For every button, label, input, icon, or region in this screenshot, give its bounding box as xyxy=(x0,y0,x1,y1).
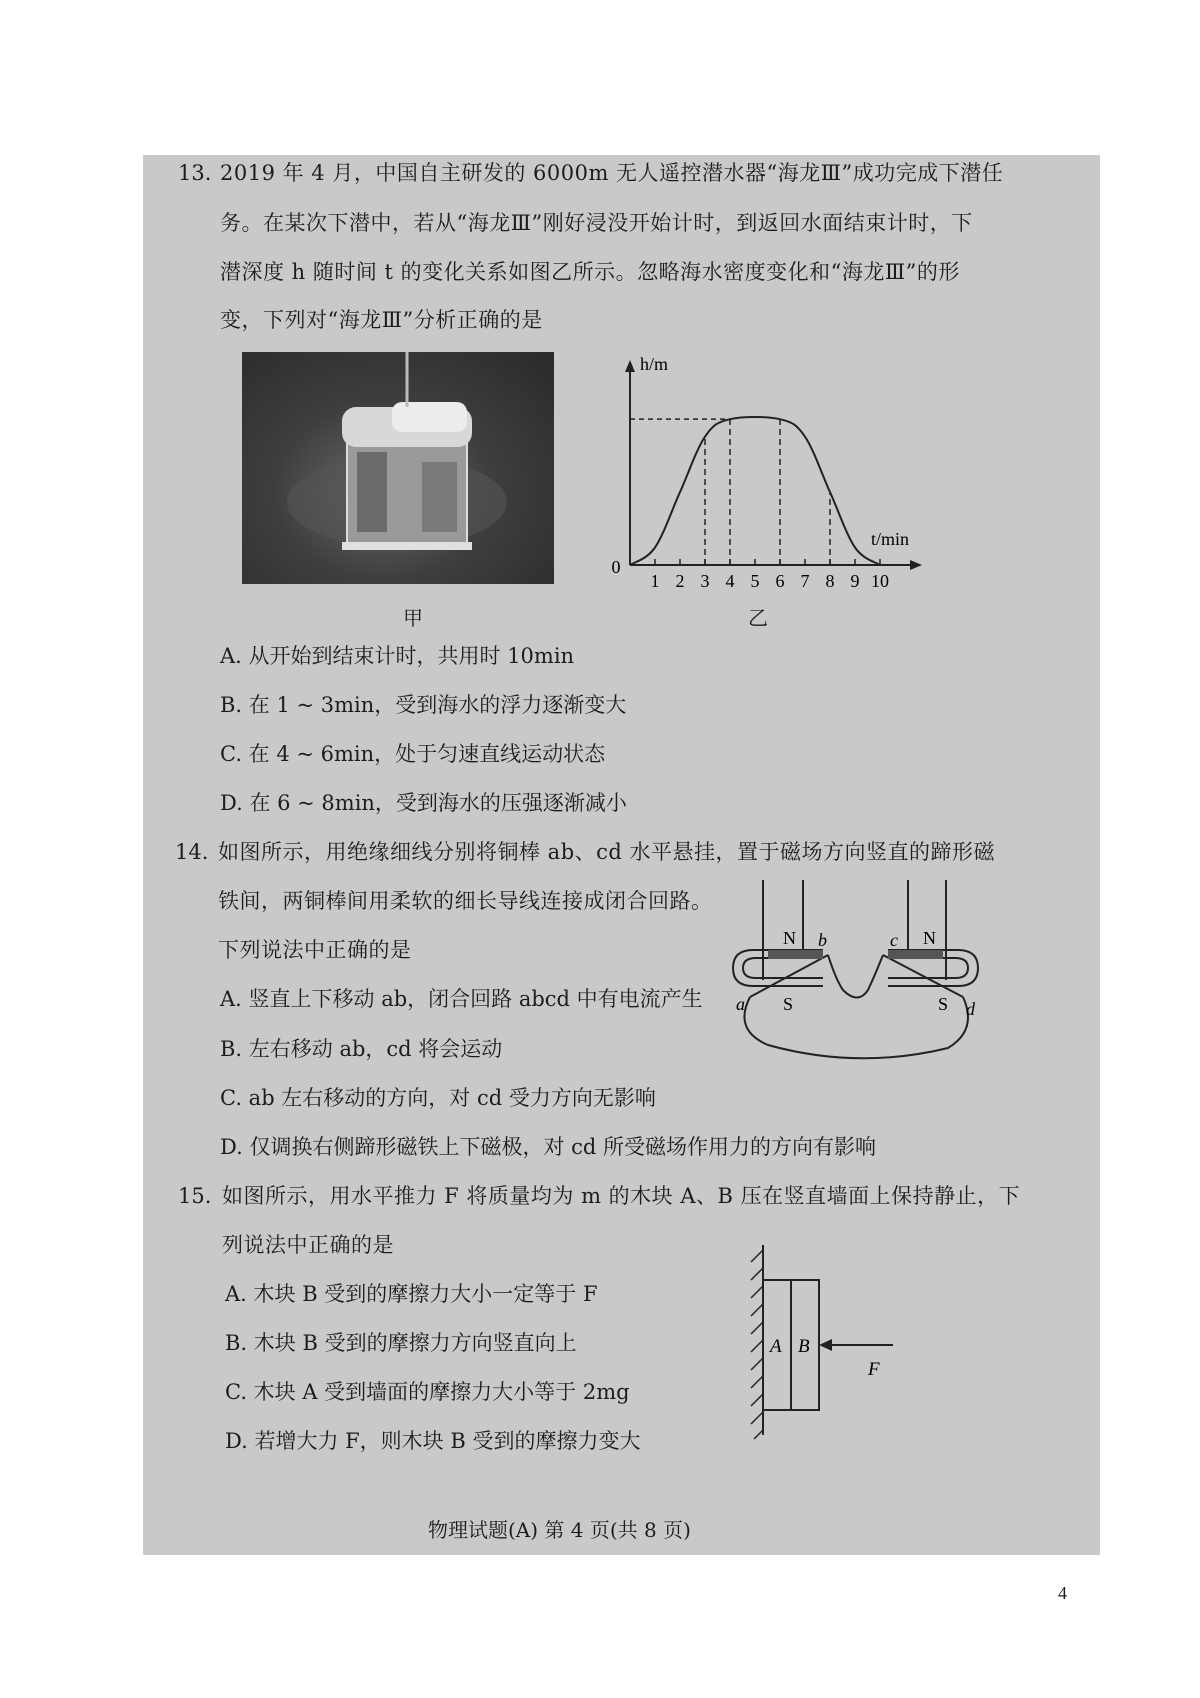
q14-line-1: 如图所示，用绝缘细线分别将铜棒 ab、cd 水平悬挂，置于磁场方向竖直的蹄形磁 xyxy=(218,840,996,864)
label-n-left: N xyxy=(783,928,796,948)
y-axis-label: h/m xyxy=(640,355,669,374)
page-footer: 物理试题(A) 第 4 页(共 8 页) xyxy=(428,1518,691,1542)
submersible-photo xyxy=(242,352,554,584)
x-tick-label: 2 xyxy=(675,571,685,591)
q15-option-b: B. 木块 B 受到的摩擦力方向竖直向上 xyxy=(225,1331,577,1355)
label-d: d xyxy=(966,999,975,1019)
x-tick-label: 1 xyxy=(650,571,660,591)
y-axis-arrow-icon xyxy=(625,360,635,372)
x-axis-arrow-icon xyxy=(910,560,922,570)
q15-line-2: 列说法中正确的是 xyxy=(222,1233,394,1257)
label-n-right: N xyxy=(923,928,936,948)
x-axis-label: t/min xyxy=(870,529,910,549)
q14-option-d: D. 仅调换右侧蹄形磁铁上下磁极，对 cd 所受磁场作用力的方向有影响 xyxy=(220,1135,876,1159)
q13-option-b: B. 在 1 ~ 3min，受到海水的浮力逐渐变大 xyxy=(220,693,627,717)
q13-number: 13. xyxy=(178,161,212,185)
x-tick-label: 4 xyxy=(725,571,735,591)
q15-number: 15. xyxy=(178,1184,212,1208)
label-s-right: S xyxy=(938,994,949,1014)
label-b: b xyxy=(818,930,827,950)
x-tick-label: 5 xyxy=(750,571,760,591)
magnet-rod-diagram xyxy=(728,880,1008,1065)
caption-yi: 乙 xyxy=(748,606,768,630)
wall-blocks-diagram xyxy=(748,1240,908,1440)
origin-label: 0 xyxy=(611,557,621,577)
label-force: F xyxy=(868,1359,880,1380)
q13-option-d: D. 在 6 ~ 8min，受到海水的压强逐渐减小 xyxy=(220,791,627,815)
q14-line-2: 铁间，两铜棒间用柔软的细长导线连接成闭合回路。 xyxy=(218,889,713,913)
page-number: 4 xyxy=(1058,1583,1067,1603)
q15-option-d: D. 若增大力 F，则木块 B 受到的摩擦力变大 xyxy=(225,1429,641,1453)
q13-option-c: C. 在 4 ~ 6min，处于匀速直线运动状态 xyxy=(220,742,606,766)
x-tick-label: 3 xyxy=(700,571,710,591)
x-tick-label: 7 xyxy=(800,571,810,591)
q13-line-1: 2019 年 4 月，中国自主研发的 6000m 无人遥控潜水器“海龙Ⅲ”成功完成下潜任 xyxy=(220,161,1004,185)
depth-time-chart xyxy=(600,355,930,605)
q14-option-a: A. 竖直上下移动 ab，闭合回路 abcd 中有电流产生 xyxy=(220,987,703,1011)
caption-jia: 甲 xyxy=(403,606,423,630)
depth-curve xyxy=(630,417,880,565)
x-tick-label: 6 xyxy=(775,571,785,591)
label-c: c xyxy=(890,930,898,950)
q13-line-4: 变，下列对“海龙Ⅲ”分析正确的是 xyxy=(220,308,543,332)
q15-option-a: A. 木块 B 受到的摩擦力大小一定等于 F xyxy=(225,1282,598,1306)
q14-option-c: C. ab 左右移动的方向，对 cd 受力方向无影响 xyxy=(220,1086,656,1110)
label-block-a: A xyxy=(770,1336,782,1357)
q14-option-b: B. 左右移动 ab，cd 将会运动 xyxy=(220,1037,503,1061)
label-a: a xyxy=(736,994,745,1014)
q15-option-c: C. 木块 A 受到墙面的摩擦力大小等于 2mg xyxy=(225,1380,630,1404)
x-tick-label: 10 xyxy=(871,571,889,591)
label-block-b: B xyxy=(798,1336,810,1357)
q14-line-3: 下列说法中正确的是 xyxy=(218,938,412,962)
x-tick-label: 8 xyxy=(825,571,835,591)
q13-line-3: 潜深度 h 随时间 t 的变化关系如图乙所示。忽略海水密度变化和“海龙Ⅲ”的形 xyxy=(220,260,960,284)
q15-line-1: 如图所示，用水平推力 F 将质量均为 m 的木块 A、B 压在竖直墙面上保持静止，下 xyxy=(222,1184,1021,1208)
label-s-left: S xyxy=(783,994,794,1014)
x-tick-label: 9 xyxy=(850,571,860,591)
q14-number: 14. xyxy=(175,840,209,864)
q13-option-a: A. 从开始到结束计时，共用时 10min xyxy=(220,644,575,668)
q13-line-2: 务。在某次下潜中，若从“海龙Ⅲ”刚好浸没开始计时，到返回水面结束计时，下 xyxy=(220,211,973,235)
